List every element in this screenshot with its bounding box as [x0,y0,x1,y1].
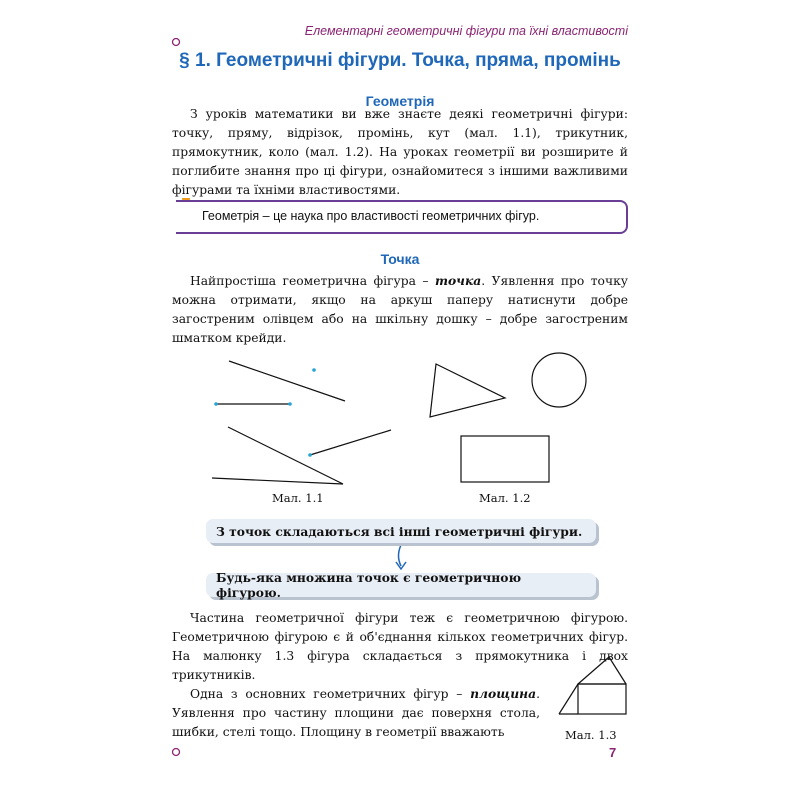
paragraph-intro [172,105,628,200]
definition-text: Геометрія – це наука про властивості геометричних фігур. [202,209,540,223]
paragraph-point-end: . Уявлення про точку можна отримати, якщо на аркуш паперу натиснути добре загостреним олівцем або на шкільну дошку – добре загостреним шматком крейди. [172,274,629,345]
paragraph-plane-start: Одна з основних геометричних фігур – [190,687,471,701]
figure-caption-1-2: Мал. 1.2 [479,491,531,505]
callout-set-of-points [206,570,596,600]
figure-caption-1-1: Мал. 1.1 [272,491,324,505]
line-shape [229,361,345,401]
page-title: § 1. Геометричні фігури. Точка, пряма, промінь [179,50,621,71]
paragraph-plane-end: . Уявлення про частину площини дає поверхня стола, шибки, стелі тощо. Площину в геометрії вважають [172,687,540,739]
subheading-point: Точка [380,251,420,267]
figure-caption-1-3: Мал. 1.3 [565,728,617,742]
footer-rule [173,749,601,756]
callout-points-compose-text: З точок складаються всі інші геометричні фігури. [216,523,583,539]
figure-1-1 [212,361,391,484]
circle-shape [532,353,586,407]
paragraph-intro-text: З уроків математики ви вже знаєте деякі геометричні фігури: точку, пряму, відрізок, промінь, кут (мал. 1.1), трикутник, прямокутник, коло (мал. 1.2). На уроках геометрії ви розширите й поглибите знання про ці фігури, ознайомитеся з іншими важливими фігурами та їхніми властивостями. [172,107,628,197]
paragraph-figure-parts [172,609,628,685]
header-rule [173,39,629,46]
page-number: 7 [609,745,617,760]
paragraph-point [172,271,628,348]
ray-shape [308,430,391,457]
subheading-geometry: Геометрія [365,93,435,109]
angle-shape [212,427,343,484]
paragraph-point-start: Найпростіша геометрична фігура – [190,274,435,288]
callout-set-of-points-text: Будь-яка множина точок є геометричною фігурою. [216,570,522,600]
figure-1-2 [430,353,586,482]
callout-points-compose [206,519,596,543]
rectangle-shape [461,436,549,482]
point-dot [312,368,316,372]
arrow-down-icon [396,545,406,569]
triangle-shape [430,364,505,417]
segment-shape [214,402,292,406]
term-plane: площина [470,686,537,701]
paragraph-figure-parts-text: Частина геометричної фігури теж є геометричною фігурою. Геометричною фігурою є й об'єднання кількох геометричних фігур. На малюнку 1.3 фігура складається з прямокутника і двох трикутників. [172,611,628,682]
term-point: точка [434,273,482,288]
paragraph-plane [172,684,540,742]
running-header: Елементарні геометричні фігури та їхні властивості [304,24,628,38]
